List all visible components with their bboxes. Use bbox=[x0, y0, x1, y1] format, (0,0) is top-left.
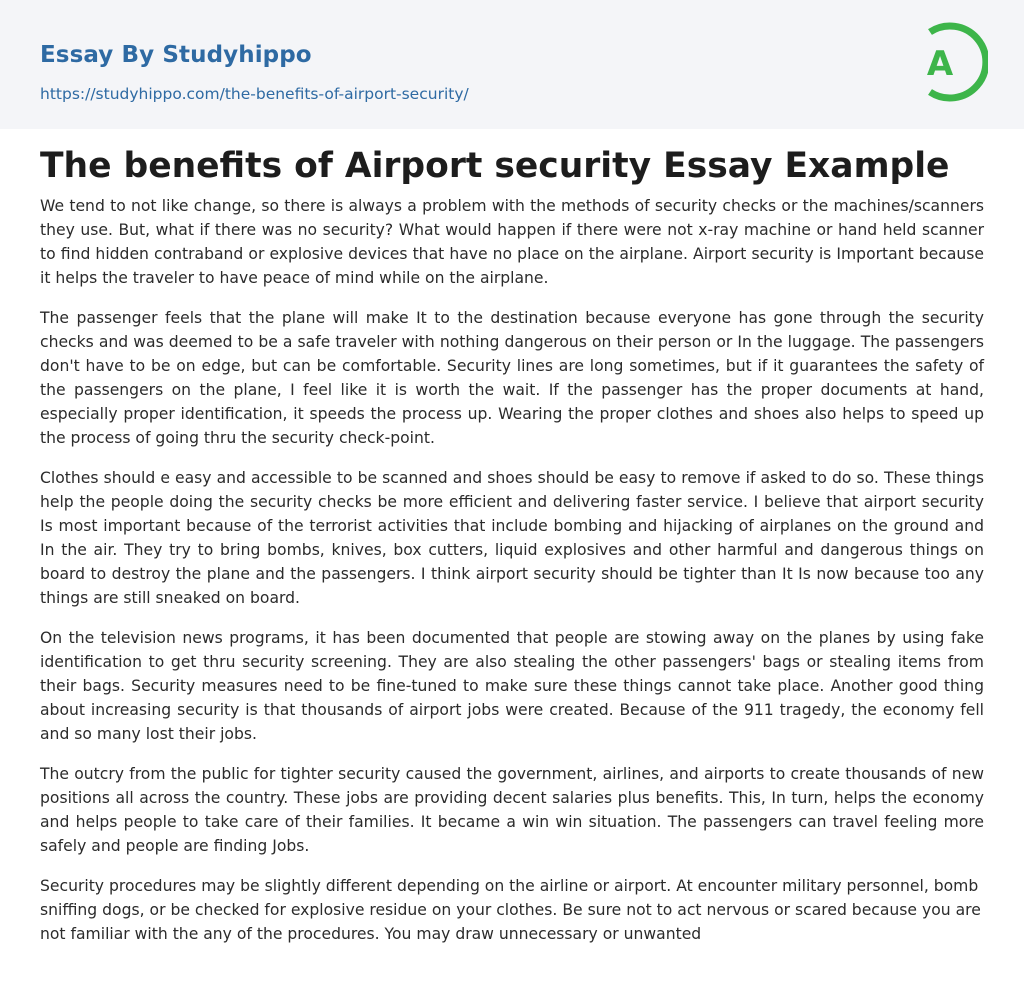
essay-body bbox=[40, 194, 984, 962]
essay-paragraph: Security procedures may be slightly different depending on the airline or airport. At encounter military personnel, bomb sniffing dogs, or be checked for explosive residue on your clothes. Be sure not to act nervous or scared because you are not familiar with the any of the procedures. You may draw unnecessary or unwanted bbox=[40, 877, 981, 943]
page-title: The benefits of Airport security Essay Example bbox=[40, 146, 950, 186]
essay-paragraph: The passenger feels that the plane will make It to the destination because everyone has gone through the security checks and was deemed to be a safe traveler with nothing dangerous on their person or In the luggage. The passengers don't have to be on edge, but can be comfortable. Security lines are long sometimes, but if it guarantees the safety of the passengers on the plane, I feel like it is worth the wait. If the passenger has the proper documents at hand, especially proper identification, it speeds the process up. Wearing the proper clothes and shoes also helps to speed up the process of going thru the security check-point. bbox=[40, 309, 984, 447]
logo-letter: A bbox=[926, 44, 954, 84]
essay-paragraph: On the television news programs, it has been documented that people are stowing away on the planes by using fake identification to get thru security screening. They are also stealing the other passengers' bags or stealing items from their bags. Security measures need to be fine-tuned to make sure these things cannot take place. Another good thing about increasing security is that thousands of airport jobs were created. Because of the 911 tragedy, the economy fell and so many lost their jobs. bbox=[40, 629, 984, 743]
site-brand[interactable]: Essay By Studyhippo bbox=[40, 42, 312, 68]
article-url-link[interactable]: https://studyhippo.com/the-benefits-of-airport-security/ bbox=[40, 85, 469, 103]
essay-paragraph: The outcry from the public for tighter security caused the government, airlines, and airports to create thousands of new positions all across the country. These jobs are providing decent salaries plus benefits. This, In turn, helps the economy and helps people to take care of their families. It became a win win situation. The passengers can travel feeling more safely and people are finding Jobs. bbox=[40, 765, 984, 855]
essay-paragraph: Clothes should e easy and accessible to be scanned and shoes should be easy to remove if asked to do so. These things help the people doing the security checks be more efficient and delivering faster service. I believe that airport security Is most important because of the terrorist activities that include bombing and hijacking of airplanes on the ground and In the air. They try to bring bombs, knives, box cutters, liquid explosives and other harmful and dangerous things on board to destroy the plane and the passengers. I think airport security should be tighter than It Is now because too any things are still sneaked on board. bbox=[40, 469, 984, 607]
site-header bbox=[0, 0, 1024, 129]
essay-paragraph: We tend to not like change, so there is always a problem with the methods of security checks or the machines/scanners they use. But, what if there was no security? What would happen if there were not x-ray machine or hand held scanner to find hidden contraband or explosive devices that have no place on the airplane. Airport security is Important because it helps the traveler to have peace of mind while on the airplane. bbox=[40, 197, 984, 287]
studyhippo-logo-icon[interactable] bbox=[910, 18, 988, 106]
